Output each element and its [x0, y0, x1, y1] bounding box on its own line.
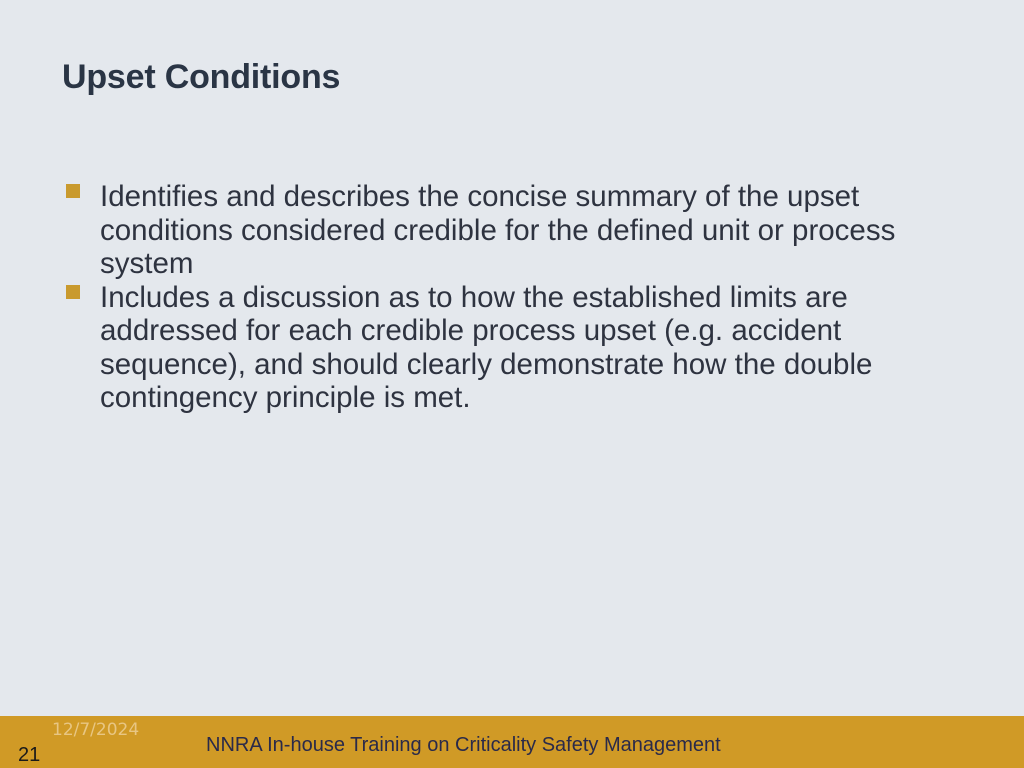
bullet-item: [66, 281, 966, 415]
footer-date: 12/7/2024: [52, 720, 140, 740]
square-bullet-icon: [66, 285, 80, 299]
footer-text: NNRA In-house Training on Criticality Safety Management: [206, 734, 721, 756]
square-bullet-icon: [66, 184, 80, 198]
bullet-text: Identifies and describes the concise summary of the upset conditions considered credible for the defined unit or process system: [100, 180, 896, 280]
footer-bar: [0, 716, 1024, 768]
page-number: 21: [18, 744, 41, 766]
bullet-list: [66, 180, 966, 415]
bullet-item: [66, 180, 966, 281]
bullet-text: Includes a discussion as to how the established limits are addressed for each credible process upset (e.g. accident sequence), and should clearly demonstrate how the double contingency principle is met.: [100, 280, 873, 414]
slide-title: Upset Conditions: [62, 58, 341, 96]
